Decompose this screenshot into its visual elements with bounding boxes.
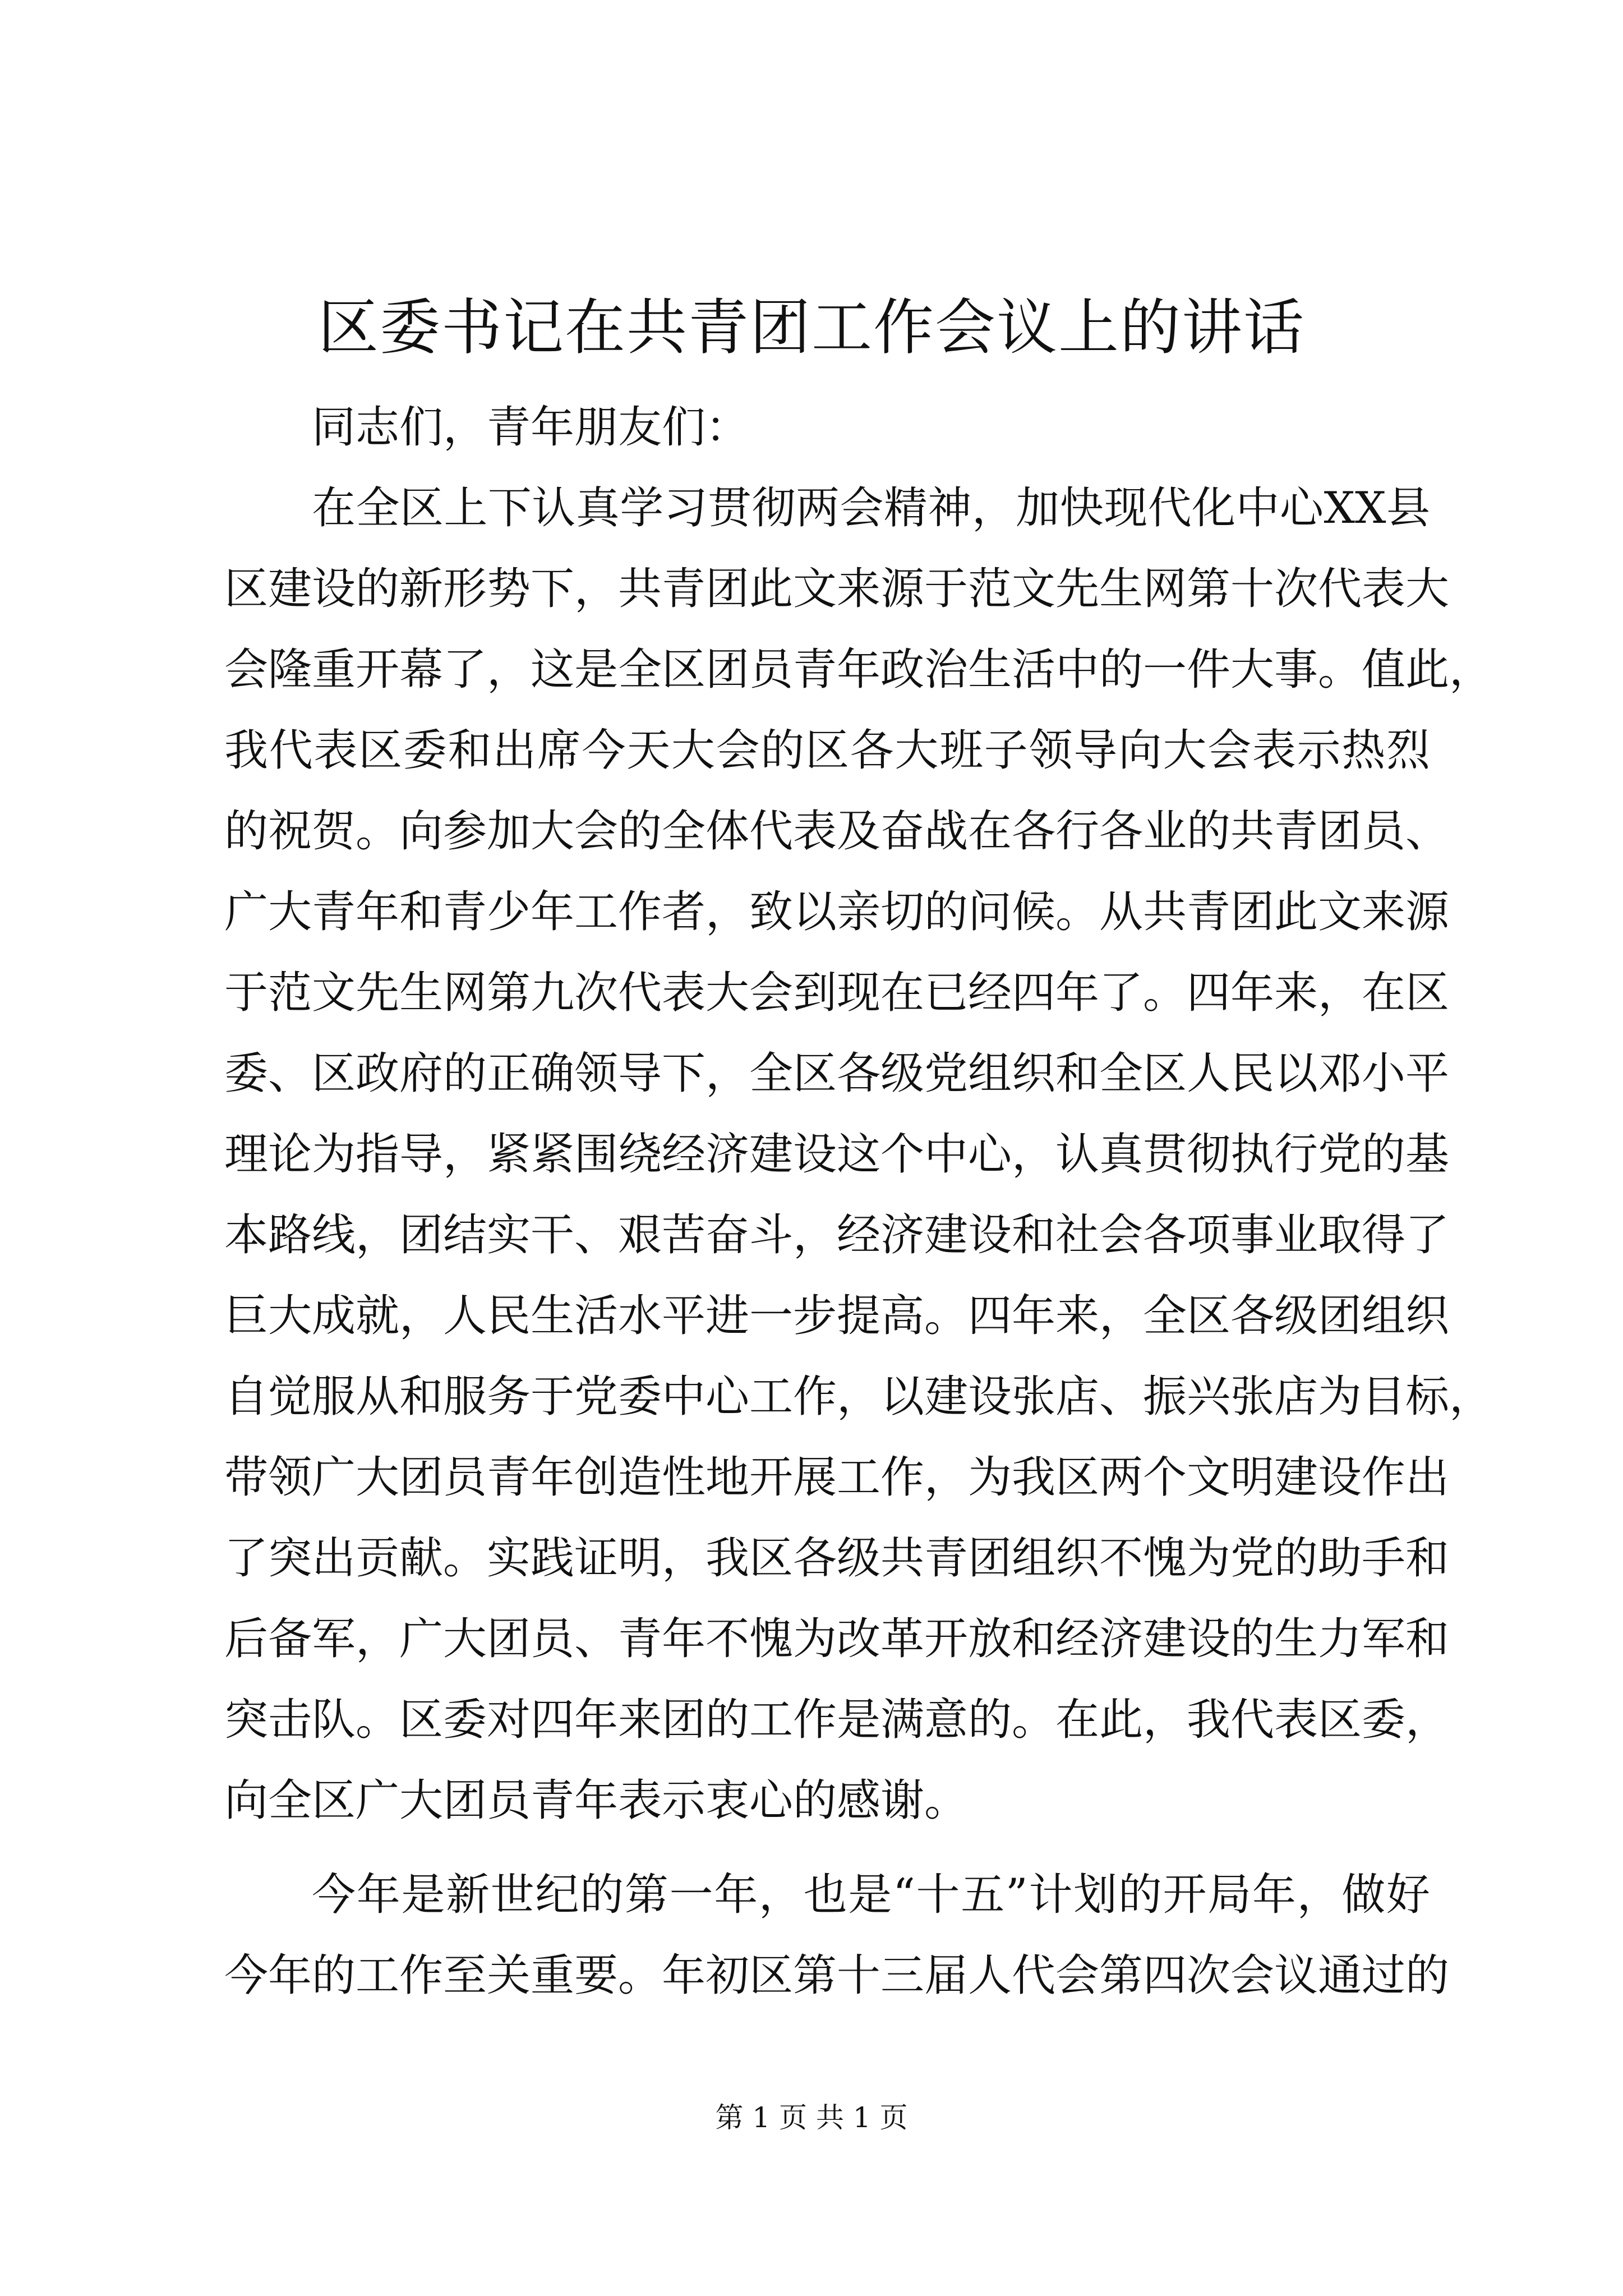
paragraph-line: 广大青年和青少年工作者，致以亲切的问候。从共青团此文来源 [224,887,1450,937]
paragraph-line: 今年的工作至关重要。年初区第十三届人代会第四次会议通过的 [224,1950,1450,2001]
paragraph-line: 于范文先生网第九次代表大会到现在已经四年了。四年来，在区 [224,968,1450,1018]
paragraph-line: 了突出贡献。实践证明，我区各级共青团组织不愧为党的助手和 [224,1533,1450,1584]
paragraph-line: 向全区广大团员青年表示衷心的感谢。 [224,1775,969,1826]
paragraph-2 [224,1855,1450,2016]
document-body [224,387,1493,2016]
paragraph-line: 区建设的新形势下，共青团此文来源于范文先生网第十次代表大 [224,564,1450,614]
page-number-footer: 第 1 页 共 1 页 [715,2101,908,2134]
paragraph-spacer [224,1841,1430,1855]
paragraph-line: 自觉服从和服务于党委中心工作，以建设张店、振兴张店为目标， [224,1372,1493,1422]
paragraph-line: 理论为指导，紧紧围绕经济建设这个中心，认真贯彻执行党的基 [224,1129,1450,1180]
paragraph-line: 会隆重开幕了，这是全区团员青年政治生活中的一件大事。值此， [224,645,1493,695]
paragraph-line: 在全区上下认真学习贯彻两会精神，加快现代化中心XX县 [312,483,1430,533]
paragraph-line: 今年是新世纪的第一年，也是“十五”计划的开局年，做好 [312,1870,1430,1920]
paragraph-line: 委、区政府的正确领导下，全区各级党组织和全区人民以邓小平 [224,1048,1450,1099]
paragraph-line: 我代表区委和出席今天大会的区各大班子领导向大会表示热烈 [224,725,1430,776]
paragraph-line: 巨大成就，人民生活水平进一步提高。四年来，全区各级团组织 [224,1291,1450,1341]
paragraph-line: 的祝贺。向参加大会的全体代表及奋战在各行各业的共青团员、 [224,806,1450,857]
paragraph-line: 本路线，团结实干、艰苦奋斗，经济建设和社会各项事业取得了 [224,1210,1450,1260]
salutation: 同志们，青年朋友们： [312,402,750,453]
paragraph-1 [224,468,1493,1841]
paragraph-line: 带领广大团员青年创造性地开展工作，为我区两个文明建设作出 [224,1452,1450,1503]
paragraph-line: 突击队。区委对四年来团的工作是满意的。在此，我代表区委， [224,1695,1450,1745]
document-title: 区委书记在共青团工作会议上的讲话 [317,293,1305,363]
paragraph-line: 后备军，广大团员、青年不愧为改革开放和经济建设的生力军和 [224,1614,1450,1664]
